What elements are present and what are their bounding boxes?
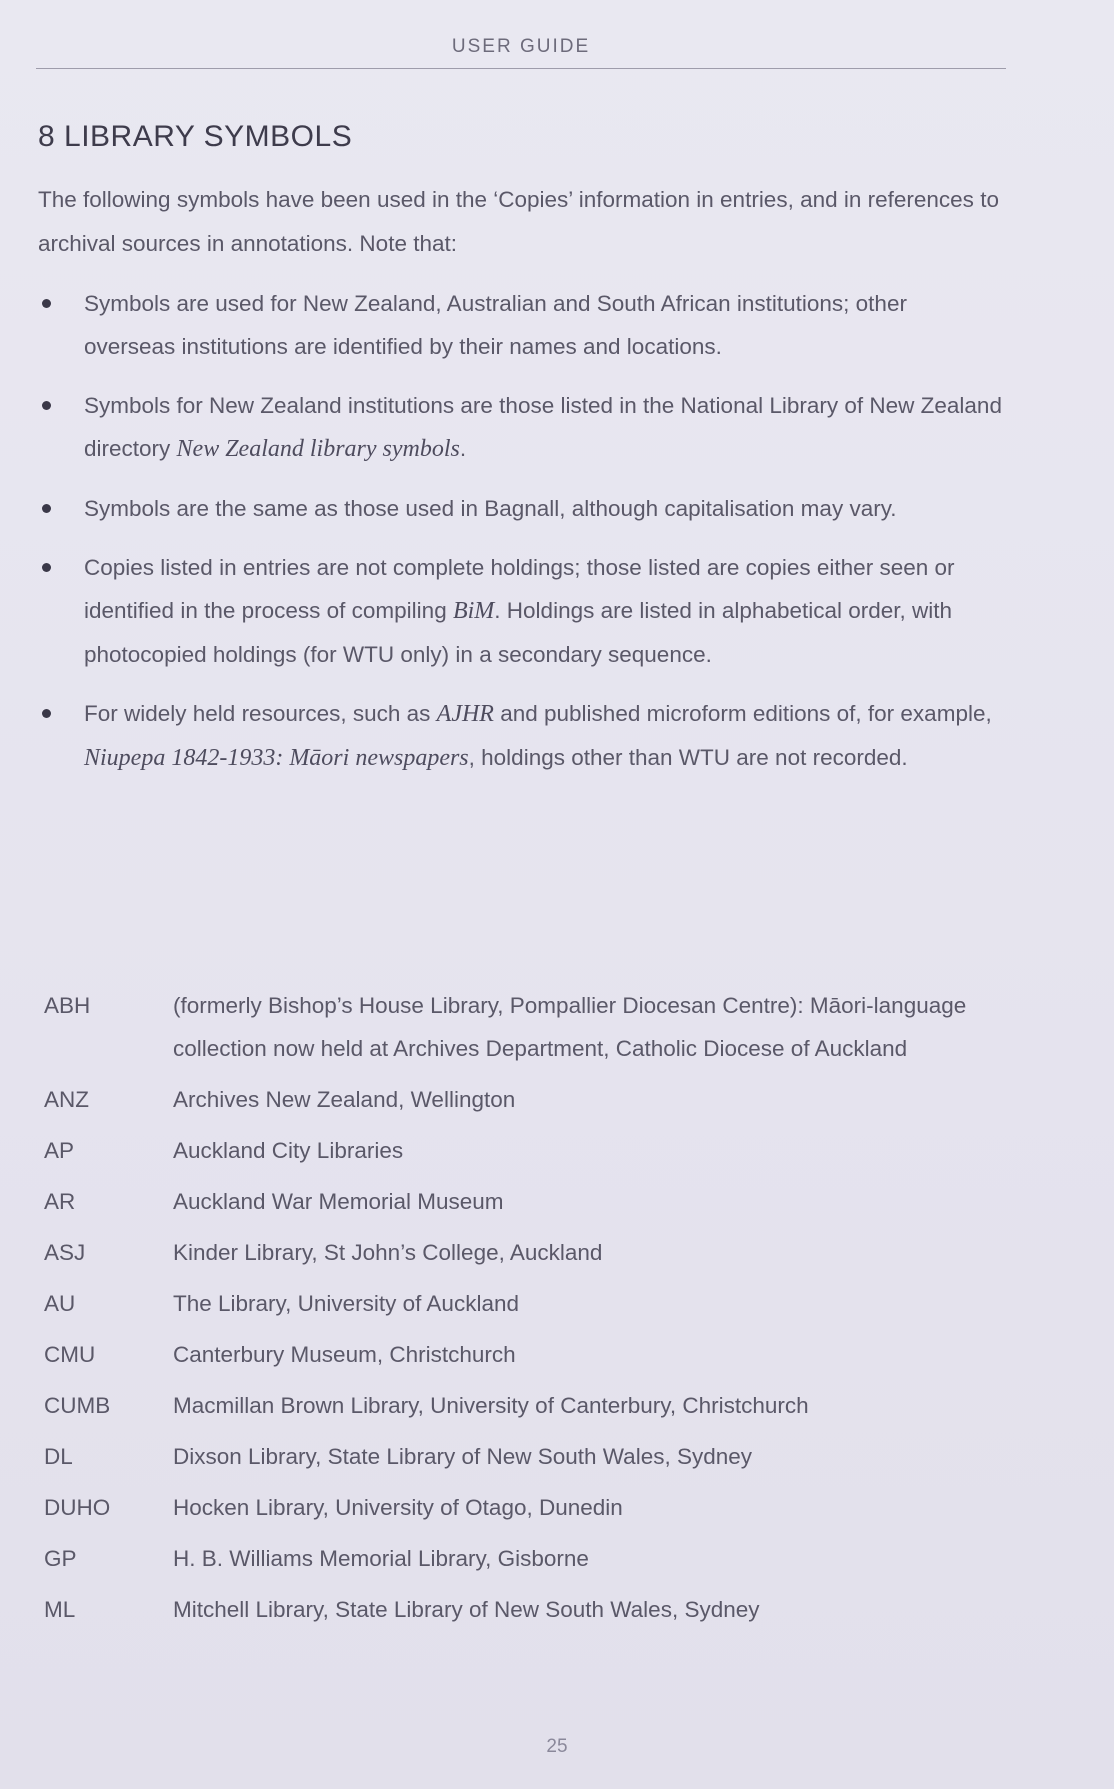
italic-title: New Zealand library symbols	[176, 436, 460, 462]
symbols-list	[0, 984, 1114, 1639]
symbol-code: ML	[44, 1597, 76, 1622]
symbol-row	[0, 1231, 1114, 1274]
symbol-code: AU	[44, 1291, 76, 1316]
symbol-description: Canterbury Museum, Christchurch	[173, 1342, 516, 1367]
symbol-row	[0, 1282, 1114, 1325]
symbol-description: Macmillan Brown Library, University of Canterbury, Christchurch	[173, 1393, 809, 1418]
bullet-text: , holdings other than WTU are not recorded.	[468, 745, 908, 770]
symbol-row	[0, 1180, 1114, 1223]
list-item	[0, 692, 1004, 780]
symbol-row	[0, 1129, 1114, 1172]
list-item	[0, 384, 1004, 471]
symbol-code: ASJ	[44, 1240, 86, 1265]
bullet-text: Symbols for New Zealand institutions are those listed in the National Library of New Zealand directory	[84, 393, 1002, 461]
bullet-icon	[42, 401, 51, 410]
symbol-code: CUMB	[44, 1393, 111, 1418]
symbol-code: ANZ	[44, 1087, 89, 1112]
header-rule	[36, 68, 1006, 69]
bullet-icon	[42, 299, 51, 308]
list-item	[0, 487, 1004, 530]
symbol-description: Hocken Library, University of Otago, Dunedin	[173, 1495, 623, 1520]
bullet-text: Symbols are the same as those used in Bagnall, although capitalisation may vary.	[84, 496, 897, 521]
symbol-row	[0, 1333, 1114, 1376]
bullet-icon	[42, 563, 51, 572]
intro-paragraph: The following symbols have been used in the ‘Copies’ information in entries, and in references to archival sources in annotations. Note that:	[38, 187, 999, 256]
symbol-description: Auckland War Memorial Museum	[173, 1189, 504, 1214]
italic-title: AJHR	[436, 701, 494, 727]
symbol-description: Dixson Library, State Library of New South Wales, Sydney	[173, 1444, 753, 1469]
symbol-row	[0, 1435, 1114, 1478]
bullet-icon	[42, 709, 51, 718]
symbol-row	[0, 1537, 1114, 1580]
symbol-code: GP	[44, 1546, 77, 1571]
symbol-row	[0, 1384, 1114, 1427]
bullet-icon	[42, 504, 51, 513]
symbol-description: Auckland City Libraries	[173, 1138, 404, 1163]
list-item	[0, 282, 1004, 368]
symbol-row	[0, 1588, 1114, 1631]
list-item	[0, 546, 1004, 676]
symbol-description: (formerly Bishop’s House Library, Pompallier Diocesan Centre): Māori-language collection now held at Archives Department, Catholic Diocese of Auckland	[173, 993, 967, 1061]
symbol-description: Mitchell Library, State Library of New South Wales, Sydney	[173, 1597, 760, 1622]
symbol-code: ABH	[44, 993, 91, 1018]
notes-list	[0, 282, 1114, 780]
symbol-row	[0, 1078, 1114, 1121]
symbol-description: The Library, University of Auckland	[173, 1291, 519, 1316]
symbol-code: AP	[44, 1138, 75, 1163]
page-number: 25	[546, 1736, 568, 1757]
bullet-text: .	[459, 436, 467, 461]
symbol-code: AR	[44, 1189, 76, 1214]
section-title: 8 LIBRARY SYMBOLS	[38, 120, 353, 153]
bullet-text: For widely held resources, such as	[84, 701, 437, 726]
symbol-row	[0, 984, 1114, 1070]
symbol-code: DUHO	[44, 1495, 111, 1520]
symbol-description: Archives New Zealand, Wellington	[173, 1087, 516, 1112]
bullet-text: Symbols are used for New Zealand, Australian and South African institutions; other overseas institutions are identified by their names and locations.	[84, 291, 907, 359]
symbol-code: CMU	[44, 1342, 96, 1367]
symbol-description: H. B. Williams Memorial Library, Gisborne	[173, 1546, 589, 1571]
bullet-text: Copies listed in entries are not complete holdings; those listed are copies either seen or identified in the process of compiling	[84, 555, 955, 623]
italic-title: Niupepa 1842-1933: Māori newspapers	[84, 745, 469, 771]
symbol-description: Kinder Library, St John’s College, Auckland	[173, 1240, 603, 1265]
running-header: USER GUIDE	[451, 36, 591, 57]
symbol-row	[0, 1486, 1114, 1529]
bullet-text: . Holdings are listed in alphabetical order, with photocopied holdings (for WTU only) in a secondary sequence.	[84, 598, 953, 667]
symbol-code: DL	[44, 1444, 73, 1469]
italic-title: BiM	[452, 598, 495, 624]
bullet-text: and published microform editions of, for example,	[493, 701, 992, 726]
